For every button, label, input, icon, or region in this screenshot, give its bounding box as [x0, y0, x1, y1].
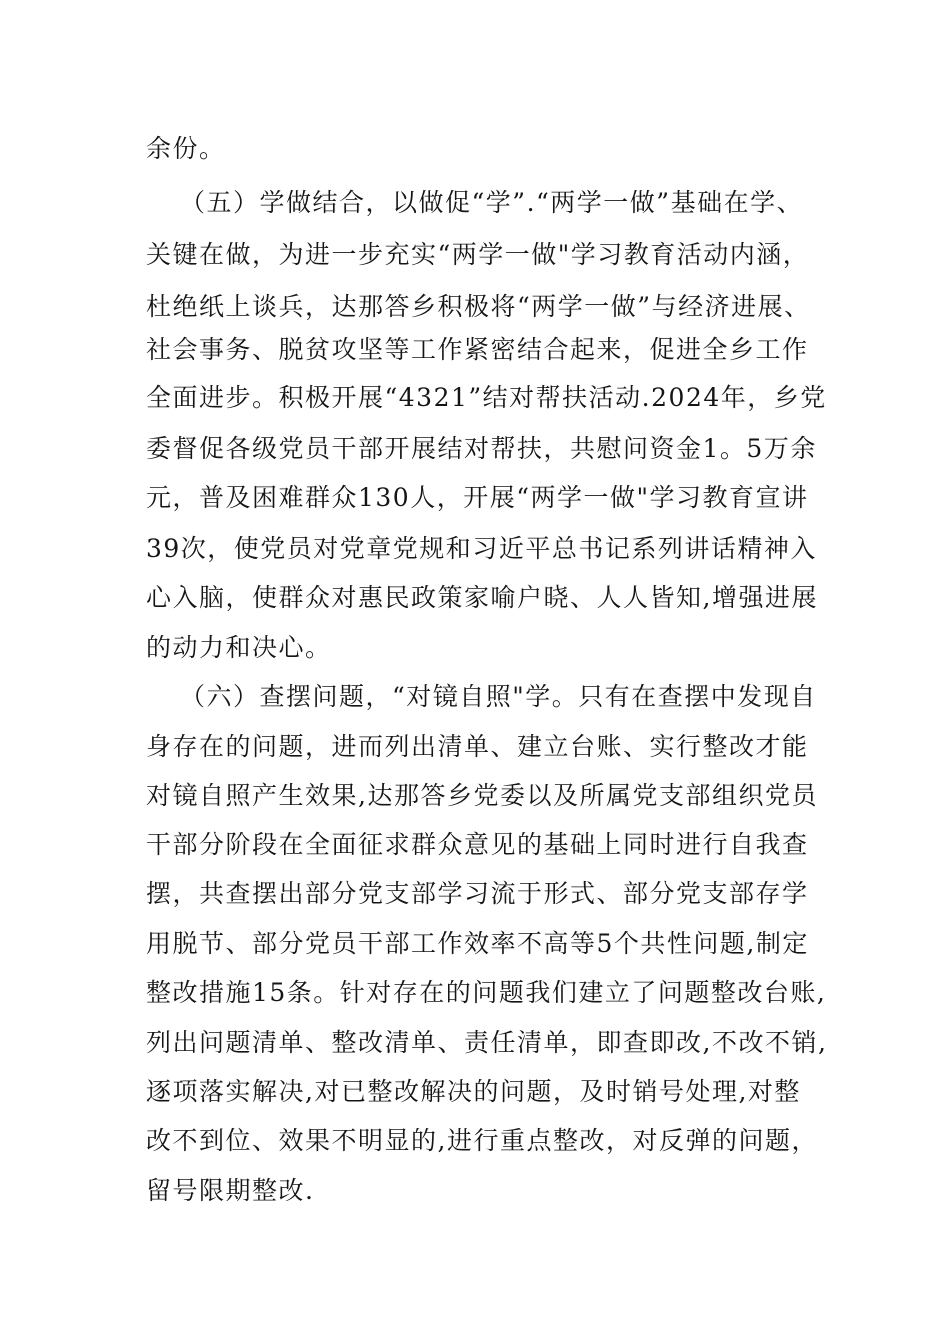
text-line: 全面进步。积极开展“4321”结对帮扶活动.2024年，乡党	[146, 383, 827, 412]
text-line: 留号限期整改.	[146, 1176, 315, 1205]
text-line: 心入脑，使群众对惠民政策家喻户晓、人人皆知,增强进展	[146, 583, 818, 612]
text-line: 杜绝纸上谈兵，达那答乡积极将“两学一做”与经济进展、	[146, 292, 811, 321]
text-line: 列出问题清单、整改清单、责任清单，即查即改,不改不销,	[146, 1028, 828, 1057]
text-line: 用脱节、部分党员干部工作效率不高等5个共性问题,制定	[146, 929, 809, 958]
text-line: 身存在的问题，进而列出清单、建立台账、实行整改才能	[146, 732, 809, 761]
text-line: 社会事务、脱贫攻坚等工作紧密结合起来，促进全乡工作	[146, 335, 809, 364]
text-line: 39次，使党员对党章党规和习近平总书记系列讲话精神入	[146, 534, 817, 563]
text-line: 干部分阶段在全面征求群众意见的基础上同时进行自我查	[146, 830, 809, 859]
text-line: 整改措施15条。针对存在的问题我们建立了问题整改台账,	[146, 978, 827, 1007]
text-line: 逐项落实解决,对已整改解决的问题，及时销号处理,对整	[146, 1077, 801, 1106]
text-line: （六）查摆问题，“对镜自照"学。只有在查摆中发现自	[180, 682, 817, 711]
text-line: 余份。	[146, 134, 226, 163]
text-line: 元，普及困难群众130人，开展“两学一做"学习教育宣讲	[146, 483, 809, 512]
text-line: 的动力和决心。	[146, 633, 332, 662]
text-line: 对镜自照产生效果,达那答乡党委以及所属党支部组织党员	[146, 781, 818, 810]
text-line: （五）学做结合，以做促“学”.“两学一做”基础在学、	[180, 188, 804, 217]
text-line: 摆，共查摆出部分党支部学习流于形式、部分党支部存学	[146, 879, 809, 908]
text-line: 委督促各级党员干部开展结对帮扶，共慰问资金1。5万余	[146, 434, 817, 463]
text-line: 关键在做，为进一步充实“两学一做"学习教育活动内涵，	[146, 240, 810, 269]
text-line: 改不到位、效果不明显的,进行重点整改，对反弹的问题，	[146, 1126, 818, 1155]
